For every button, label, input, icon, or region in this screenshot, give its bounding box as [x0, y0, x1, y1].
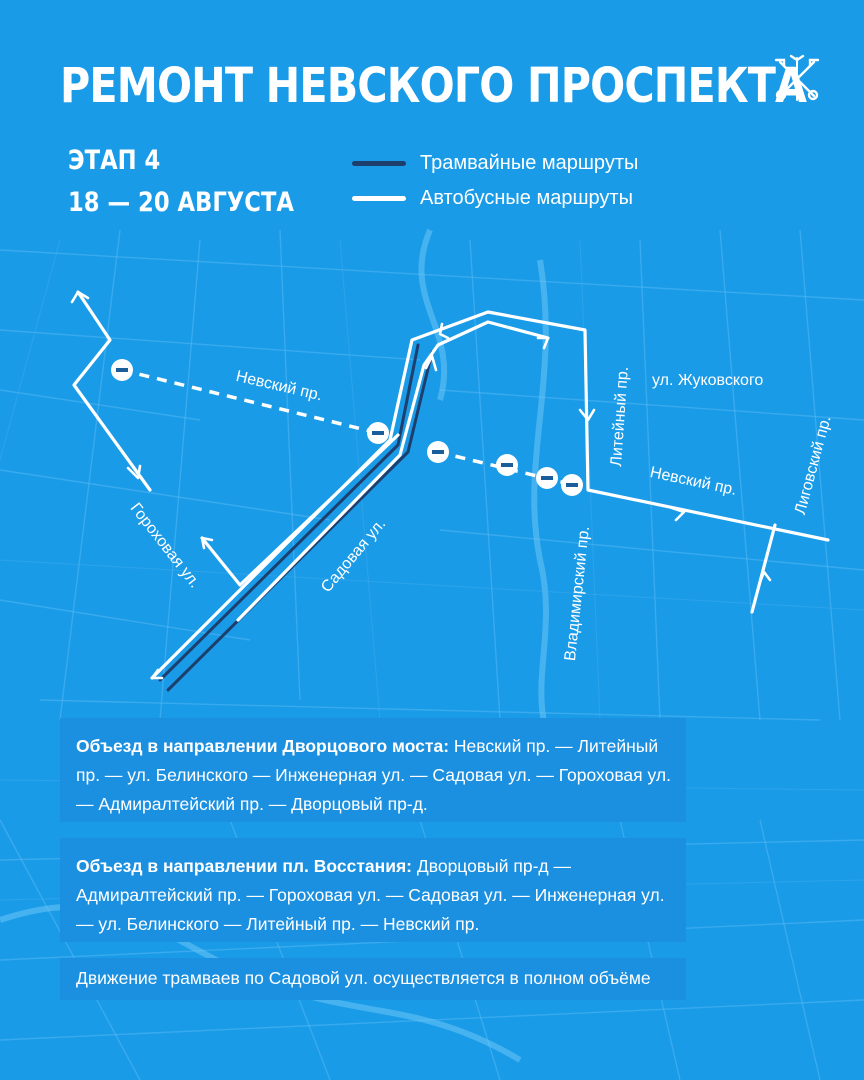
- tram-note: Движение трамваев по Садовой ул. осуществляется в полном объёме: [76, 968, 651, 988]
- street-label-liteyny: Литейный пр.: [608, 366, 632, 468]
- page-title: РЕМОНТ НЕВСКОГО ПРОСПЕКТА: [60, 58, 807, 114]
- street-label-nevsky-west: Невский пр.: [234, 368, 324, 405]
- road-closed-icon: [496, 454, 518, 476]
- street-label-zhukovskogo: ул. Жуковского: [652, 372, 764, 389]
- tram-note-panel: [60, 958, 686, 1000]
- road-closed-signs: [111, 359, 583, 496]
- stage-dates: 18 — 20 АВГУСТА: [68, 187, 294, 218]
- street-label-gorokhovaya: Гороховая ул.: [126, 500, 204, 592]
- legend-bus-label: Автобусные маршруты: [420, 187, 633, 209]
- bus-route-west: [74, 292, 150, 490]
- road-closed-icon: [561, 474, 583, 496]
- direction-arrow-icon: [538, 338, 548, 348]
- street-label-sadovaya: Садовая ул.: [318, 515, 390, 596]
- detour-heading: Объезд в направлении Дворцового моста:: [76, 736, 450, 756]
- detour-panel-dvortsovy: [60, 718, 686, 822]
- detour-route: Невский пр. — Литейный пр. — ул. Белинского — Инженерная ул. — Садовая ул. — Гороховая ул. — Адмиралтейский пр. — Дворцовый пр-д.: [76, 736, 671, 814]
- road-closed-icon: [367, 422, 389, 444]
- road-closed-icon: [427, 441, 449, 463]
- detour-route: Дворцовый пр-д — Адмиралтейский пр. — Гороховая ул. — Садовая ул. — Инженерная ул. — ул. Белинского — Литейный пр. — Невский пр.: [76, 856, 665, 934]
- street-label-vladimirsky: Владимирский пр.: [562, 525, 594, 662]
- legend-tram-label: Трамвайные маршруты: [420, 152, 639, 174]
- stage-label: ЭТАП 4: [68, 145, 161, 176]
- tram-line-2: [168, 352, 432, 690]
- detour-panel-vosstaniya: [60, 838, 686, 942]
- bus-route-ligovsky: [752, 525, 775, 612]
- road-closed-icon: [536, 467, 558, 489]
- street-label-ligovsky: Лиговский пр.: [792, 413, 835, 517]
- road-closed-icon: [111, 359, 133, 381]
- detour-heading: Объезд в направлении пл. Восстания:: [76, 856, 413, 876]
- street-label-nevsky-east: Невский пр.: [648, 464, 739, 499]
- bus-route-gorokhovaya: [202, 435, 398, 585]
